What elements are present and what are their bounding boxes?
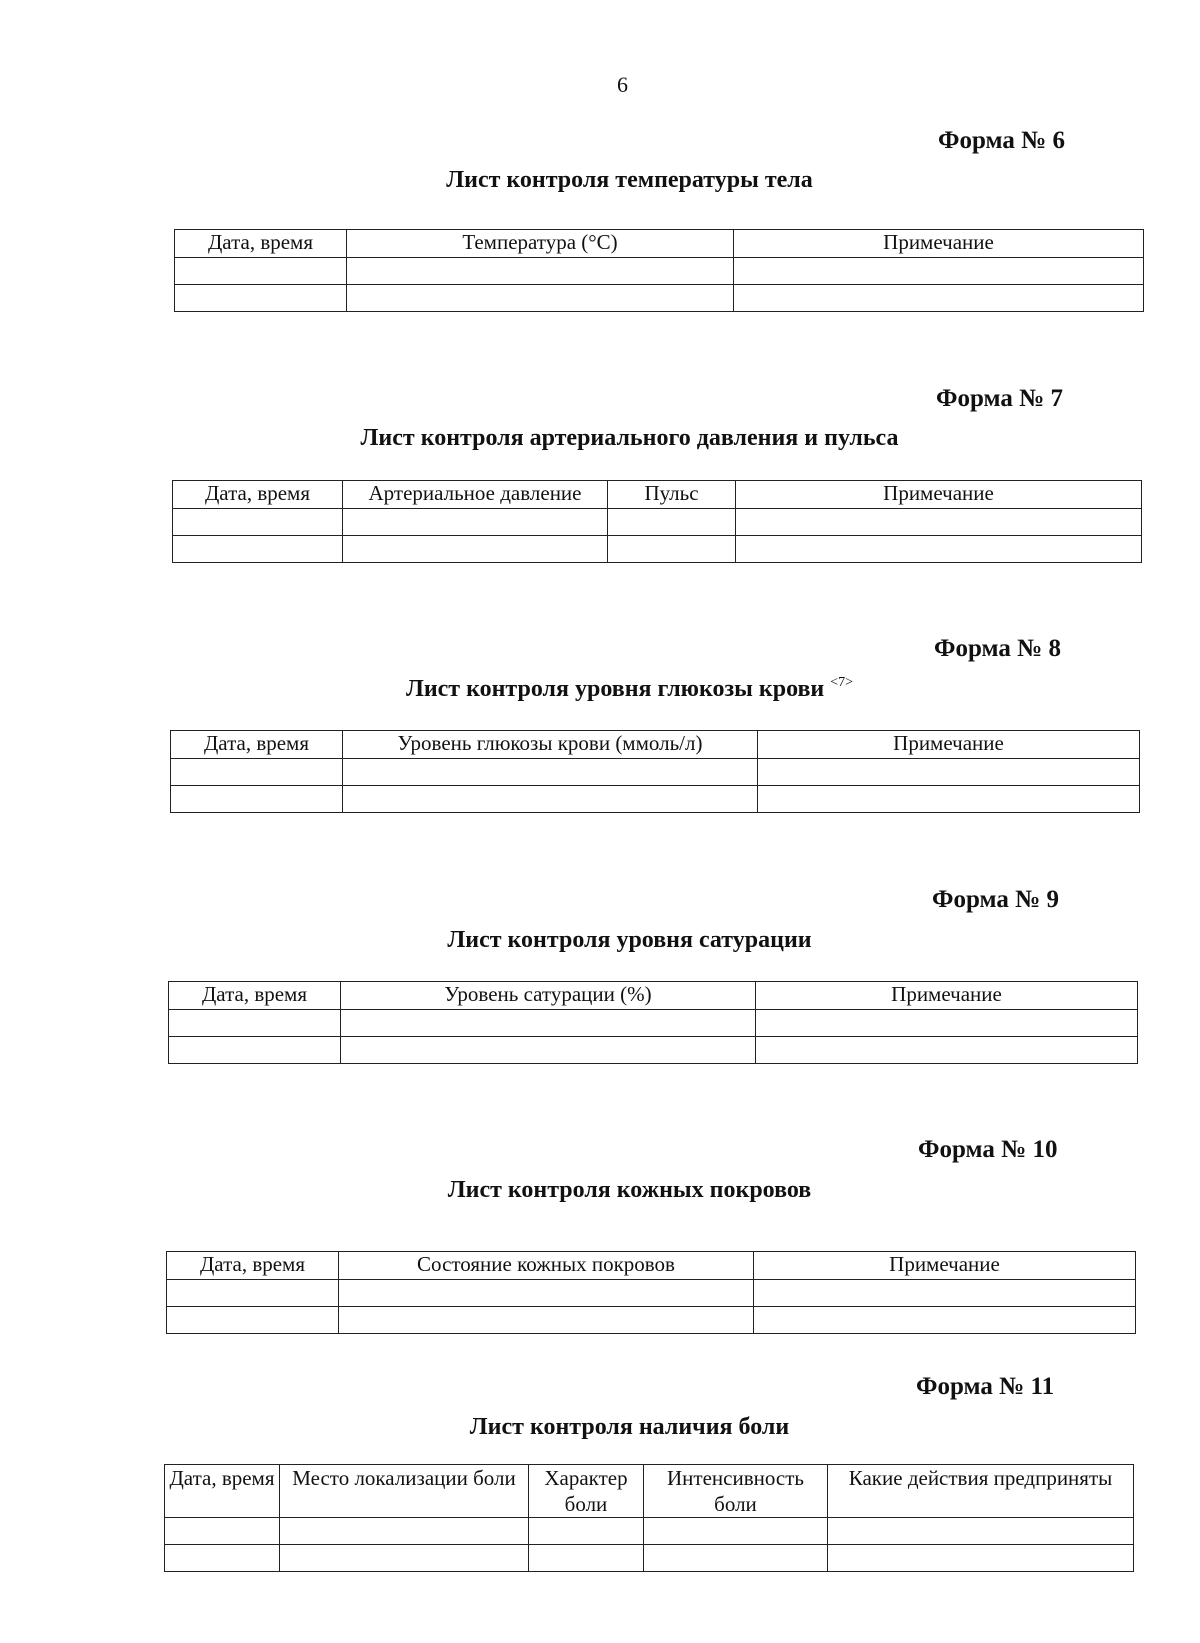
table-cell[interactable] — [173, 536, 343, 563]
table-cell[interactable] — [828, 1518, 1134, 1545]
form-title: Лист контроля наличия боли — [469, 1414, 790, 1440]
form-number: Форма № 7 — [936, 385, 1063, 412]
form-title: Лист контроля уровня сатурации — [447, 927, 812, 953]
column-header: Примечание — [734, 230, 1144, 258]
table-cell[interactable] — [171, 759, 343, 786]
column-header: Примечание — [736, 481, 1142, 509]
table-cell[interactable] — [341, 1010, 756, 1037]
table-row — [165, 1545, 1134, 1572]
column-header: Дата, время — [175, 230, 347, 258]
form-title-text: Лист контроля уровня глюкозы крови — [405, 676, 825, 702]
column-header: Дата, время — [165, 1465, 280, 1518]
table-cell[interactable] — [529, 1545, 644, 1572]
table-cell[interactable] — [734, 258, 1144, 285]
footnote-marker: <7> — [830, 675, 854, 690]
skin-table — [166, 1251, 1136, 1334]
table-header-row — [175, 230, 1144, 258]
table-cell[interactable] — [608, 509, 736, 536]
column-header: Уровень сатурации (%) — [341, 982, 756, 1010]
table-row — [173, 509, 1142, 536]
table-cell[interactable] — [175, 285, 347, 312]
table-cell[interactable] — [347, 285, 734, 312]
table-cell[interactable] — [736, 509, 1142, 536]
table-row — [167, 1307, 1136, 1334]
table-row — [165, 1518, 1134, 1545]
table-cell[interactable] — [343, 786, 758, 813]
table-cell[interactable] — [169, 1010, 341, 1037]
table-cell[interactable] — [758, 759, 1140, 786]
table-cell[interactable] — [343, 759, 758, 786]
table-cell[interactable] — [175, 258, 347, 285]
table-cell[interactable] — [171, 786, 343, 813]
table-row — [171, 759, 1140, 786]
form-number: Форма № 6 — [938, 127, 1065, 154]
pain-table — [164, 1464, 1134, 1572]
table-row — [169, 1037, 1138, 1064]
column-header: Артериальное давление — [343, 481, 608, 509]
glucose-table — [170, 730, 1140, 813]
table-cell[interactable] — [754, 1307, 1136, 1334]
table-header-row — [169, 982, 1138, 1010]
column-header: Дата, время — [173, 481, 343, 509]
form-number: Форма № 9 — [932, 886, 1059, 913]
table-cell[interactable] — [758, 786, 1140, 813]
table-header-row — [167, 1252, 1136, 1280]
table-cell[interactable] — [343, 536, 608, 563]
table-row — [169, 1010, 1138, 1037]
form-title: Лист контроля артериального давления и пульса — [360, 425, 899, 451]
column-header: Какие действия предприняты — [828, 1465, 1134, 1518]
table-cell[interactable] — [529, 1518, 644, 1545]
form-title: Лист контроля температуры тела — [446, 167, 813, 193]
column-header: Пульс — [608, 481, 736, 509]
table-cell[interactable] — [341, 1037, 756, 1064]
column-header: Место локализации боли — [280, 1465, 529, 1518]
table-cell[interactable] — [347, 258, 734, 285]
table-row — [175, 285, 1144, 312]
blood-pressure-table — [172, 480, 1142, 563]
table-cell[interactable] — [339, 1280, 754, 1307]
form-number: Форма № 11 — [916, 1373, 1055, 1400]
table-cell[interactable] — [165, 1518, 280, 1545]
form-number: Форма № 10 — [918, 1136, 1058, 1163]
column-header: Примечание — [754, 1252, 1136, 1280]
form-title: Лист контроля кожных покровов — [447, 1177, 812, 1203]
table-cell[interactable] — [169, 1037, 341, 1064]
table-cell[interactable] — [756, 1037, 1138, 1064]
column-header: Примечание — [758, 731, 1140, 759]
table-header-row — [165, 1465, 1134, 1518]
table-header-row — [171, 731, 1140, 759]
table-cell[interactable] — [343, 509, 608, 536]
saturation-table — [168, 981, 1138, 1064]
table-cell[interactable] — [280, 1518, 529, 1545]
table-cell[interactable] — [173, 509, 343, 536]
table-cell[interactable] — [608, 536, 736, 563]
page-number: 6 — [617, 72, 628, 97]
table-row — [175, 258, 1144, 285]
table-header-row — [173, 481, 1142, 509]
table-cell[interactable] — [644, 1518, 828, 1545]
form-number: Форма № 8 — [934, 635, 1061, 662]
column-header: Уровень глюкозы крови (ммоль/л) — [343, 731, 758, 759]
table-cell[interactable] — [339, 1307, 754, 1334]
table-row — [173, 536, 1142, 563]
table-row — [171, 786, 1140, 813]
column-header: Температура (°С) — [347, 230, 734, 258]
table-cell[interactable] — [280, 1545, 529, 1572]
table-cell[interactable] — [754, 1280, 1136, 1307]
table-row — [167, 1280, 1136, 1307]
table-cell[interactable] — [165, 1545, 280, 1572]
column-header: Дата, время — [167, 1252, 339, 1280]
table-cell[interactable] — [828, 1545, 1134, 1572]
column-header: Дата, время — [171, 731, 343, 759]
table-cell[interactable] — [167, 1280, 339, 1307]
table-cell[interactable] — [167, 1307, 339, 1334]
temperature-table — [174, 229, 1144, 312]
table-cell[interactable] — [734, 285, 1144, 312]
table-cell[interactable] — [644, 1545, 828, 1572]
column-header: Интенсивность боли — [644, 1465, 828, 1518]
column-header: Состояние кожных покровов — [339, 1252, 754, 1280]
table-cell[interactable] — [736, 536, 1142, 563]
column-header: Примечание — [756, 982, 1138, 1010]
form-title — [170, 675, 1089, 703]
table-cell[interactable] — [756, 1010, 1138, 1037]
column-header: Дата, время — [169, 982, 341, 1010]
column-header: Характер боли — [529, 1465, 644, 1518]
